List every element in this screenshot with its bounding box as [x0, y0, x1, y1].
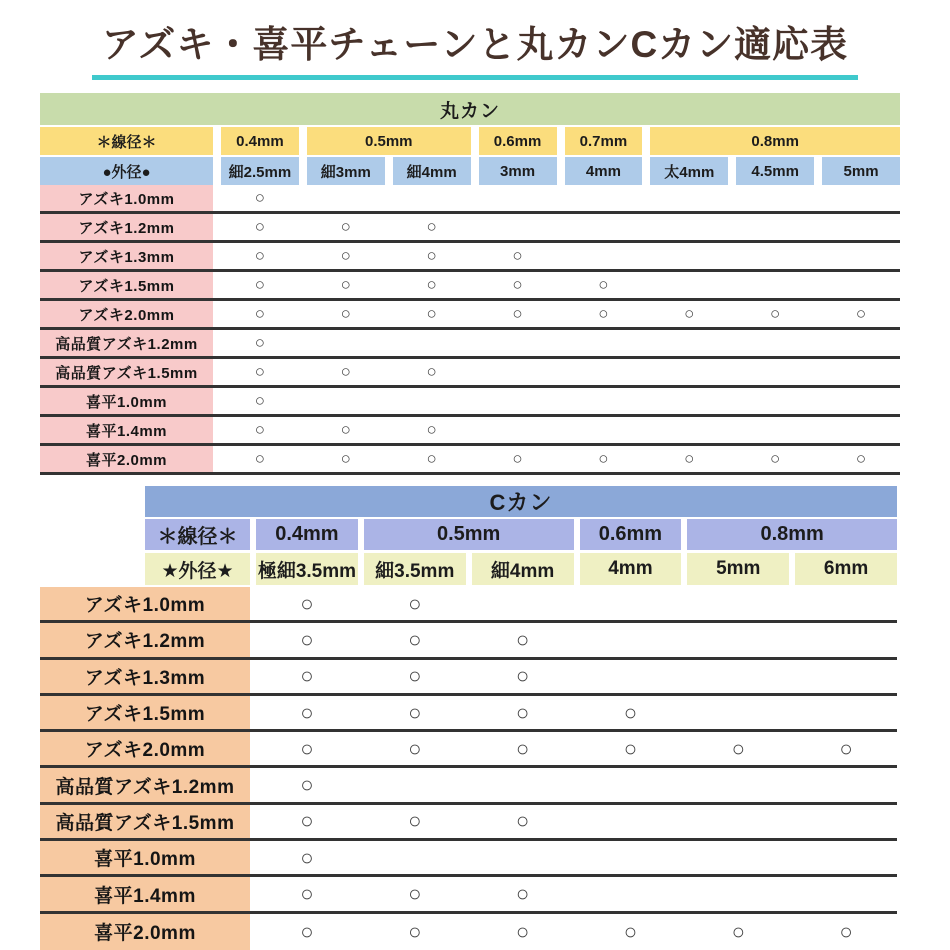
compat-mark: ○ [254, 188, 266, 207]
table-row [40, 696, 897, 732]
empty-cell [681, 768, 789, 801]
chain-row-label: アズキ1.3mm [40, 243, 213, 269]
compat-mark: ○ [426, 304, 437, 323]
chain-row-label: アズキ2.0mm [40, 301, 213, 327]
empty-cell [814, 330, 900, 356]
compat-mark: ○ [300, 699, 314, 725]
wire-size-header-cell: 0.5mm [299, 127, 471, 155]
table-row [40, 841, 897, 877]
compat-mark: ○ [408, 735, 422, 761]
chain-row-label: 喜平1.4mm [40, 417, 213, 443]
empty-cell [789, 587, 897, 620]
compat-mark: ○ [515, 626, 530, 652]
compat-mark: ○ [254, 246, 266, 265]
compat-mark: ○ [340, 362, 351, 381]
empty-cell [466, 768, 574, 801]
compat-mark: ○ [254, 449, 266, 468]
empty-cell [385, 388, 471, 414]
empty-cell [557, 185, 643, 211]
compat-mark: ○ [340, 275, 351, 294]
table-row [40, 877, 897, 913]
wire-size-header-cell: 0.5mm [358, 519, 574, 550]
compat-mark: ○ [515, 918, 530, 944]
maru-kan-table [40, 93, 900, 475]
empty-cell [642, 388, 728, 414]
empty-cell [471, 214, 557, 240]
empty-cell [299, 388, 385, 414]
compat-mark: ○ [839, 735, 853, 761]
chain-row-label: 喜平1.0mm [40, 388, 213, 414]
compat-mark: ○ [300, 626, 314, 652]
table-row [40, 301, 900, 330]
compat-mark: ○ [340, 246, 351, 265]
empty-cell [681, 696, 789, 729]
compat-mark: ○ [598, 449, 609, 468]
empty-cell [789, 696, 897, 729]
table-row [40, 914, 897, 950]
empty-cell [789, 841, 897, 874]
compat-mark: ○ [855, 304, 867, 323]
wire-size-header-cell: 0.4mm [250, 519, 358, 550]
empty-cell [642, 417, 728, 443]
table-row [40, 587, 897, 623]
compat-mark: ○ [515, 808, 530, 834]
wire-diameter-header: ＊線径＊ [145, 519, 250, 550]
compat-mark: ○ [408, 626, 422, 652]
empty-cell [642, 359, 728, 385]
c-outer-diameter-row [145, 553, 897, 585]
outer-diameter-header: ★外径★ [145, 553, 250, 585]
empty-cell [728, 359, 814, 385]
table-row [40, 388, 900, 417]
compat-mark: ○ [512, 275, 523, 294]
od-header-cell: 5mm [814, 157, 900, 185]
chain-row-label: アズキ1.0mm [40, 587, 250, 620]
table-row [40, 330, 900, 359]
compat-mark: ○ [340, 304, 351, 323]
chain-row-label: 喜平1.4mm [40, 877, 250, 910]
empty-cell [728, 185, 814, 211]
compat-mark: ○ [598, 275, 609, 294]
compat-mark: ○ [515, 881, 530, 907]
empty-cell [642, 185, 728, 211]
empty-cell [557, 243, 643, 269]
empty-cell [299, 330, 385, 356]
empty-cell [466, 841, 574, 874]
compat-mark: ○ [515, 735, 530, 761]
empty-cell [358, 841, 466, 874]
table-row [40, 805, 897, 841]
empty-cell [471, 359, 557, 385]
compat-mark: ○ [426, 420, 437, 439]
compat-mark: ○ [408, 918, 422, 944]
chain-row-label: アズキ2.0mm [40, 732, 250, 765]
empty-cell [471, 417, 557, 443]
empty-cell [681, 805, 789, 838]
compat-mark: ○ [684, 304, 695, 323]
empty-cell [681, 623, 789, 656]
compat-mark: ○ [408, 881, 422, 907]
od-header-cell: 細2.5mm [213, 157, 299, 185]
empty-cell [574, 768, 682, 801]
compat-mark: ○ [300, 918, 314, 944]
table-row [40, 214, 900, 243]
empty-cell [466, 587, 574, 620]
table-row [40, 768, 897, 804]
empty-cell [385, 330, 471, 356]
compat-mark: ○ [340, 217, 351, 236]
compat-mark: ○ [254, 420, 266, 439]
compat-mark: ○ [300, 844, 314, 870]
chain-row-label: 高品質アズキ1.5mm [40, 805, 250, 838]
empty-cell [557, 359, 643, 385]
table-row [40, 243, 900, 272]
compat-mark: ○ [512, 304, 523, 323]
od-header-cell: 細4mm [385, 157, 471, 185]
empty-cell [728, 388, 814, 414]
wire-size-header-cell: 0.8mm [642, 127, 900, 155]
empty-cell [814, 388, 900, 414]
empty-cell [557, 417, 643, 443]
empty-cell [574, 587, 682, 620]
table-row [40, 185, 900, 214]
compat-mark: ○ [515, 699, 530, 725]
c-wire-diameter-row [145, 519, 897, 550]
empty-cell [574, 805, 682, 838]
empty-cell [681, 841, 789, 874]
wire-size-header-cell: 0.6mm [574, 519, 682, 550]
chain-row-label: 喜平2.0mm [40, 446, 213, 472]
outer-diameter-header: ●外径● [40, 157, 213, 185]
chain-row-label: 高品質アズキ1.2mm [40, 330, 213, 356]
table-row [40, 732, 897, 768]
od-header-cell: 5mm [681, 553, 789, 585]
empty-cell [358, 768, 466, 801]
compat-mark: ○ [408, 590, 422, 616]
empty-cell [728, 330, 814, 356]
wire-size-header-cell: 0.4mm [213, 127, 299, 155]
empty-cell [681, 587, 789, 620]
compat-mark: ○ [340, 420, 351, 439]
c-kan-table-title: Cカン [145, 486, 897, 517]
empty-cell [642, 330, 728, 356]
compat-mark: ○ [408, 808, 422, 834]
table-row [40, 359, 900, 388]
empty-cell [642, 214, 728, 240]
c-kan-table-header [145, 486, 897, 585]
chain-row-label: アズキ1.3mm [40, 660, 250, 693]
od-header-cell: 4.5mm [728, 157, 814, 185]
empty-cell [789, 805, 897, 838]
empty-cell [557, 214, 643, 240]
empty-cell [814, 214, 900, 240]
chain-row-label: 喜平2.0mm [40, 914, 250, 950]
compat-mark: ○ [300, 663, 314, 689]
empty-cell [557, 388, 643, 414]
empty-cell [814, 417, 900, 443]
od-header-cell: 太4mm [642, 157, 728, 185]
table-row [40, 660, 897, 696]
compat-mark: ○ [623, 699, 638, 725]
empty-cell [574, 841, 682, 874]
compat-mark: ○ [300, 590, 314, 616]
chain-row-label: アズキ1.5mm [40, 696, 250, 729]
chain-row-label: アズキ1.0mm [40, 185, 213, 211]
empty-cell [681, 660, 789, 693]
od-header-cell: 細3mm [299, 157, 385, 185]
compat-mark: ○ [623, 918, 638, 944]
empty-cell [814, 243, 900, 269]
empty-cell [814, 272, 900, 298]
empty-cell [385, 185, 471, 211]
compat-mark: ○ [254, 304, 266, 323]
empty-cell [471, 185, 557, 211]
empty-cell [681, 877, 789, 910]
empty-cell [574, 660, 682, 693]
od-header-cell: 細4mm [466, 553, 574, 585]
empty-cell [728, 417, 814, 443]
compat-mark: ○ [254, 333, 266, 352]
compat-mark: ○ [512, 246, 523, 265]
table-row [40, 272, 900, 301]
empty-cell [728, 243, 814, 269]
empty-cell [728, 214, 814, 240]
compat-mark: ○ [300, 808, 314, 834]
empty-cell [642, 243, 728, 269]
od-header-cell: 4mm [574, 553, 682, 585]
od-header-cell: 細3.5mm [358, 553, 466, 585]
compat-mark: ○ [426, 449, 437, 468]
wire-size-header-cell: 0.7mm [557, 127, 643, 155]
compat-mark: ○ [408, 699, 422, 725]
od-header-cell: 4mm [557, 157, 643, 185]
compat-mark: ○ [623, 735, 638, 761]
chain-row-label: 喜平1.0mm [40, 841, 250, 874]
compat-mark: ○ [340, 449, 351, 468]
compat-mark: ○ [731, 735, 745, 761]
maru-table-body [40, 185, 900, 475]
maru-outer-diameter-row [40, 157, 900, 185]
compat-mark: ○ [300, 881, 314, 907]
chain-row-label: アズキ1.2mm [40, 214, 213, 240]
empty-cell [557, 330, 643, 356]
compat-mark: ○ [426, 217, 437, 236]
empty-cell [814, 359, 900, 385]
od-header-cell: 極細3.5mm [250, 553, 358, 585]
chain-row-label: 高品質アズキ1.5mm [40, 359, 213, 385]
compat-mark: ○ [426, 362, 437, 381]
compat-mark: ○ [515, 663, 530, 689]
title-bar [0, 14, 950, 80]
empty-cell [574, 877, 682, 910]
compat-mark: ○ [426, 275, 437, 294]
empty-cell [814, 185, 900, 211]
compat-mark: ○ [426, 246, 437, 265]
compat-mark: ○ [855, 449, 867, 468]
empty-cell [789, 623, 897, 656]
empty-cell [789, 660, 897, 693]
compat-mark: ○ [512, 449, 523, 468]
empty-cell [642, 272, 728, 298]
od-header-cell: 6mm [789, 553, 897, 585]
compat-mark: ○ [254, 275, 266, 294]
empty-cell [728, 272, 814, 298]
compat-mark: ○ [598, 304, 609, 323]
chain-row-label: アズキ1.2mm [40, 623, 250, 656]
compat-mark: ○ [300, 772, 314, 798]
compat-mark: ○ [770, 304, 781, 323]
compat-mark: ○ [408, 663, 422, 689]
empty-cell [789, 768, 897, 801]
od-header-cell: 3mm [471, 157, 557, 185]
empty-cell [471, 330, 557, 356]
page-title: アズキ・喜平チェーンと丸カンCカン適応表 [92, 14, 858, 80]
compat-mark: ○ [300, 735, 314, 761]
compat-mark: ○ [254, 217, 266, 236]
chain-row-label: 高品質アズキ1.2mm [40, 768, 250, 801]
table-row [40, 623, 897, 659]
empty-cell [471, 388, 557, 414]
compat-mark: ○ [684, 449, 695, 468]
c-kan-table-body [40, 587, 897, 950]
empty-cell [574, 623, 682, 656]
compat-mark: ○ [254, 391, 266, 410]
chain-row-label: アズキ1.5mm [40, 272, 213, 298]
table-row [40, 417, 900, 446]
wire-diameter-header: ＊線径＊ [40, 127, 213, 155]
compat-mark: ○ [770, 449, 781, 468]
maru-kan-table-title: 丸カン [40, 93, 900, 125]
compat-mark: ○ [839, 918, 853, 944]
table-row [40, 446, 900, 475]
maru-wire-diameter-row [40, 127, 900, 155]
empty-cell [789, 877, 897, 910]
wire-size-header-cell: 0.6mm [471, 127, 557, 155]
wire-size-header-cell: 0.8mm [681, 519, 897, 550]
compat-mark: ○ [254, 362, 266, 381]
compat-mark: ○ [731, 918, 745, 944]
empty-cell [299, 185, 385, 211]
